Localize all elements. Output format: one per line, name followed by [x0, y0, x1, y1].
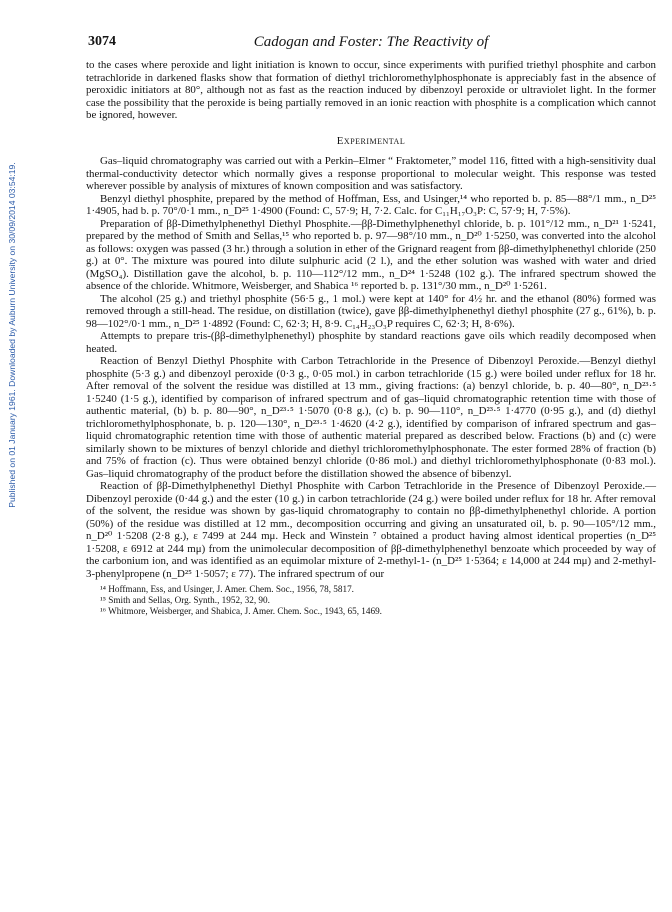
footnote: ¹⁴ Hoffmann, Ess, and Usinger, J. Amer. Chem. Soc., 1956, 78, 5817.: [100, 584, 354, 594]
paragraph-dimethylphenethyl-reaction: Reaction of ββ-Dimethylphenethyl Diethyl Phosphite with Carbon Tetrachloride in the Presence of Dibenzoyl Peroxide.—Dibenzoyl peroxide (0·44 g.) and the ester (10 g.) in carbon tetrachloride (24 g.) were boiled under reflux for 18 hr. After removal of the solvent, the residue was shown by gas-liquid chromatography to contain no ββ-dimethylphenethyl chloride. A portion (50%) of the residue was distilled at 12 mm., decomposition occurring and giving an unsaturated oil, b. p. 90—105°/12 mm., n_D²⁰ 1·5208 (2·8 g.), ε 7499 at 244 mμ. Heck and Winstein ⁷ obtained a product having almost identical properties (n_D²⁵ 1·5208, ε 6912 at 244 mμ) from the unimolecular decomposition of ββ-dimethylphenethyl benzoate which proceeded by way of the carbonium ion, and was identified as an equimolar mixture of 2-methyl-1- (n_D²⁵ 1·5364; ε 14,000 at 244 mμ) and 2-methyl-3-phenylpropene (n_D²⁵ 1·5057; ε 77). The infrared spectrum of our: [86, 480, 656, 580]
journal-page: [86, 33, 656, 617]
intro-paragraph: to the cases where peroxide and light initiation is known to occur, since experiments with purified triethyl phosphite and carbon tetrachloride in darkened flasks show that formation of diethyl trichloromethylphosphonate is appreciably fast in the absence of peroxidic initiators at 80°, although not as fast as the reaction induced by dibenzoyl peroxide or ultraviolet light. In the former case the possibility that the peroxide is being partially removed in an ionic reaction with phosphite is a complication which cannot be ignored, however.: [86, 59, 656, 121]
download-watermark-text: Published on 01 January 1961. Downloaded by Auburn University on 30/09/2014 03:54:19.: [7, 162, 17, 508]
page-number: 3074: [88, 34, 116, 49]
footnote: ¹⁵ Smith and Sellas, Org. Synth., 1952, 32, 90.: [100, 595, 270, 605]
paragraph-attempts: Attempts to prepare tris-(ββ-dimethylphenethyl) phosphite by standard reactions gave oils which readily decomposed when heated.: [86, 330, 656, 355]
download-watermark: [6, 70, 18, 600]
paragraph-alcohol: The alcohol (25 g.) and triethyl phosphite (56·5 g., 1 mol.) were kept at 140° for 4½ hr. and the ethanol (80%) formed was removed through a still-head. The residue, on distillation (twice), gave ββ-dimethylphenethyl diethyl phosphite (27 g., 61%), b. p. 98—102°/0·1 mm., n_D²⁵ 1·4892 (Found: C, 62·3; H, 8·9. C₁₄H₂₃O₃P requires C, 62·3; H, 8·6%).: [86, 292, 656, 330]
page-header: [86, 33, 656, 55]
section-heading: Experimental: [336, 134, 406, 147]
footnotes: [86, 584, 656, 617]
paragraph-benzyl-reaction: Reaction of Benzyl Diethyl Phosphite with Carbon Tetrachloride in the Presence of Dibenzoyl Peroxide.—Benzyl diethyl phosphite (5·3 g.) and dibenzoyl peroxide (0·3 g., 0·05 mol.) in carbon tetrachloride (15 g.) were boiled under reflux for 18 hr. After removal of the solvent the residue was distilled at 13 mm., giving fractions: (a) benzyl chloride, b. p. 40—80°, n_D²³·⁵ 1·5240 (1·5 g.), identified by comparison of infrared spectrum and of gas–liquid chromatographic retention time with those of authentic material, (b) b. p. 80—90°, n_D²³·⁵ 1·5070 (0·8 g.), (c) b. p. 90—110°, n_D²³·⁵ 1·4770 (0·95 g.), and (d) diethyl trichloromethylphosphonate, b. p. 120—130°, n_D²³·⁵ 1·4620 (4·2 g.), identified by comparison of infrared spectrum and gas–liquid chromatographic retention time with those of authentic material prepared as described below. Fractions (b) and (c) were similarly shown to be mixtures of benzyl chloride and diethyl trichloromethylphosphonate. The ester formed 28% of fraction (b) and 75% of fraction (c). Thus were obtained benzyl chloride (0·86 mol.) and diethyl trichloromethylphosphonate (0·83 mol.). Gas–liquid chromatography of the product before the distillation showed the absence of bibenzyl.: [86, 355, 656, 480]
footnote: ¹⁶ Whitmore, Weisberger, and Shabica, J. Amer. Chem. Soc., 1943, 65, 1469.: [100, 606, 382, 616]
paragraph-benzyl-phosphite: Benzyl diethyl phosphite, prepared by the method of Hoffman, Ess, and Usinger,¹⁴ who reported b. p. 85—88°/1 mm., n_D²⁵ 1·4905, had b. p. 70°/0·1 mm., n_D²⁵ 1·4900 (Found: C, 57·9; H, 7·2. Calc. for C₁₁H₁₇O₃P: C, 57·9; H, 7·5%).: [86, 192, 656, 217]
paragraph-gas-chromatography: Gas–liquid chromatography was carried out with a Perkin–Elmer “ Fraktometer,” model 116, fitted with a high-sensitivity dual thermal-conductivity detector which normally gives a response proportional to molecular weight. This response was tested wherever possible by analysis of mixtures of known composition and was satisfactory.: [86, 155, 656, 192]
paragraph-preparation: Preparation of ββ-Dimethylphenethyl Diethyl Phosphite.—ββ-Dimethylphenethyl chloride, b. p. 101°/12 mm., n_D²¹ 1·5241, prepared by the method of Smith and Sellas,¹⁵ who reported b. p. 97—98°/10 mm., n_D²⁰ 1·5250, was converted into the alcohol as follows: oxygen was passed (3 hr.) through a solution in ether of the Grignard reagent from ββ-dimethylphenethyl chloride (250 g.) at 0°. The mixture was poured into dilute sulphuric acid (2 l.), and the ether solution was washed with water and dried (MgSO₄). Distillation gave the alcohol, b. p. 110—112°/12 mm., n_D²⁴ 1·5248 (102 g.). The infrared spectrum showed the absence of the chloride. Whitmore, Weisberger, and Shabica ¹⁶ reported b. p. 131°/30 mm., n_D²⁰ 1·5261.: [86, 217, 656, 292]
running-title: Cadogan and Foster: The Reactivity of: [253, 34, 489, 50]
